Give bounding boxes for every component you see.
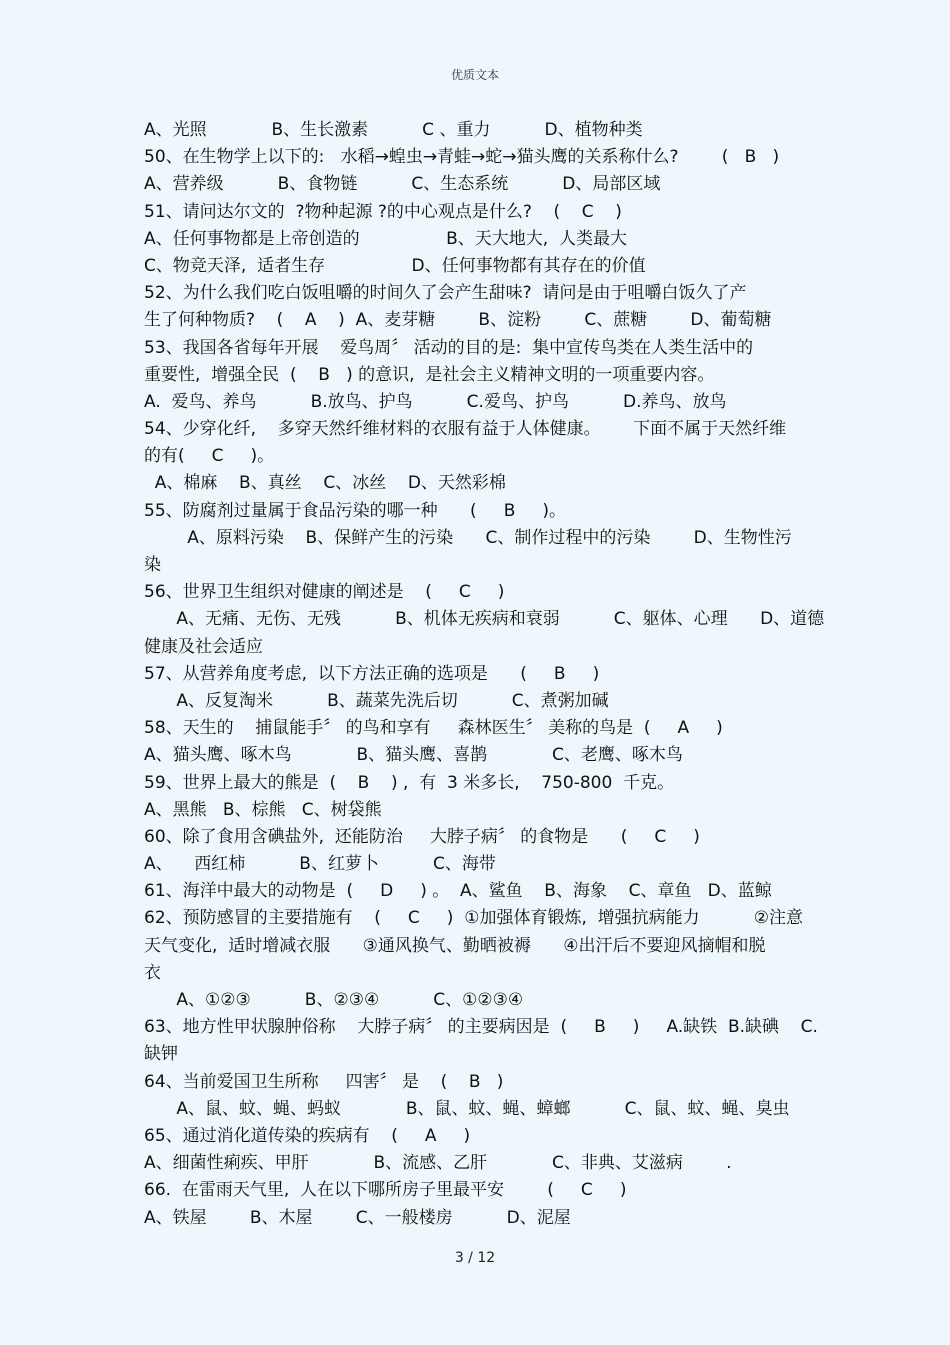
- text-line: 天气变化, 适时增减衣服 ③通风换气、勤晒被褥 ④出汗后不要迎风摘帽和脱: [144, 935, 766, 956]
- text-line: A、任何事物都是上帝创造的 B、天大地大, 人类最大: [144, 228, 627, 249]
- text-line: A、黑熊 B、棕熊 C、树袋熊: [144, 799, 382, 820]
- text-line: A、营养级 B、食物链 C、生态系统 D、局部区域: [144, 174, 661, 195]
- text-line: A、猫头鹰、啄木鸟 B、猫头鹰、喜鹊 C、老鹰、啄木鸟: [144, 745, 683, 766]
- text-line: A、原料污染 B、保鲜产生的污染 C、制作过程中的污染 D、生物性污: [144, 527, 792, 548]
- text-line: 65、通过消化道传染的疾病有 ( A ): [144, 1125, 471, 1146]
- text-line: 63、地方性甲状腺肿俗称 大脖子病〞 的主要病因是 ( B ) A.缺铁 B.缺碘 C.: [144, 1017, 818, 1038]
- text-line: 生了何种物质? ( A ) A、麦芽糖 B、淀粉 C、蔗糖 D、葡萄糖: [144, 310, 772, 331]
- text-line: 50、在生物学上以下的: 水稻→蝗虫→青蛙→蛇→猫头鹰的关系称什么? ( B ): [144, 147, 780, 168]
- text-line: 53、我国各省每年开展 爱鸟周〞 活动的目的是: 集中宣传鸟类在人类生活中的: [144, 337, 754, 358]
- page-number: 3 / 12: [454, 1250, 496, 1266]
- text-line: A、无痛、无伤、无残 B、机体无疾病和衰弱 C、躯体、心理 D、道德: [144, 609, 825, 630]
- text-line: A、铁屋 B、木屋 C、一般楼房 D、泥屋: [144, 1207, 571, 1228]
- text-line: 64、当前爱国卫生所称 四害〞 是 ( B ): [144, 1071, 504, 1092]
- text-line: A、①②③ B、②③④ C、①②③④: [144, 990, 524, 1010]
- text-line: 66. 在雷雨天气里, 人在以下哪所房子里最平安 ( C ): [144, 1180, 627, 1201]
- document-body: [144, 117, 824, 1232]
- text-line: 衣: [144, 962, 161, 983]
- text-line: A、反复淘米 B、蔬菜先洗后切 C、煮粥加碱: [144, 690, 609, 711]
- text-line: A. 爱鸟、养鸟 B.放鸟、护鸟 C.爱鸟、护鸟 D.养鸟、放鸟: [144, 391, 727, 412]
- text-line: 52、为什么我们吃白饭咀嚼的时间久了会产生甜味? 请问是由于咀嚼白饭久了产: [144, 283, 747, 304]
- text-line: 58、天生的 捕鼠能手〞 的鸟和享有 森林医生〞 美称的鸟是 ( A ): [144, 718, 723, 739]
- text-line: A、棉麻 B、真丝 C、冰丝 D、天然彩棉: [144, 473, 506, 494]
- text-line: 的有( C )。: [144, 446, 275, 467]
- text-line: A、 西红柿 B、红萝卜 C、海带: [144, 854, 496, 875]
- text-line: 缺钾: [144, 1044, 178, 1065]
- text-line: A、光照 B、生长激素 C 、重力 D、植物种类: [144, 120, 643, 140]
- page-header: 优质文本: [450, 68, 499, 82]
- text-line: 55、防腐剂过量属于食品污染的哪一种 ( B )。: [144, 500, 567, 521]
- text-line: A、细菌性痢疾、甲肝 B、流感、乙肝 C、非典、艾滋病 .: [144, 1153, 732, 1174]
- text-line: 染: [144, 555, 161, 575]
- text-line: 54、少穿化纤, 多穿天然纤维材料的衣服有益于人体健康。 下面不属于天然纤维: [144, 419, 787, 440]
- text-line: A、鼠、蚊、蝇、蚂蚁 B、鼠、蚊、蝇、蟑螂 C、鼠、蚊、蝇、臭虫: [144, 1098, 790, 1119]
- text-line: C、物竞天泽, 适者生存 D、任何事物都有其存在的价值: [144, 255, 646, 276]
- text-line: 62、预防感冒的主要措施有 ( C ) ①加强体育锻炼, 增强抗病能力 ②注意: [144, 908, 803, 929]
- text-line: 57、从营养角度考虑, 以下方法正确的选项是 ( B ): [144, 663, 600, 684]
- text-line: 51、请问达尔文的 ?物种起源 ?的中心观点是什么? ( C ): [144, 201, 622, 222]
- text-line: 健康及社会适应: [144, 636, 263, 657]
- text-line: 56、世界卫生组织对健康的阐述是 ( C ): [144, 582, 505, 603]
- text-line: 60、除了食用含碘盐外, 还能防治 大脖子病〞 的食物是 ( C ): [144, 826, 700, 847]
- text-line: 61、海洋中最大的动物是 ( D ) 。 A、鲨鱼 B、海象 C、章鱼 D、蓝鲸: [144, 881, 772, 902]
- text-line: 重要性, 增强全民 ( B ) 的意识, 是社会主义精神文明的一项重要内容。: [144, 364, 715, 385]
- text-line: 59、世界上最大的熊是 ( B ) , 有 3 米多长, 750-800 千克。: [144, 772, 675, 793]
